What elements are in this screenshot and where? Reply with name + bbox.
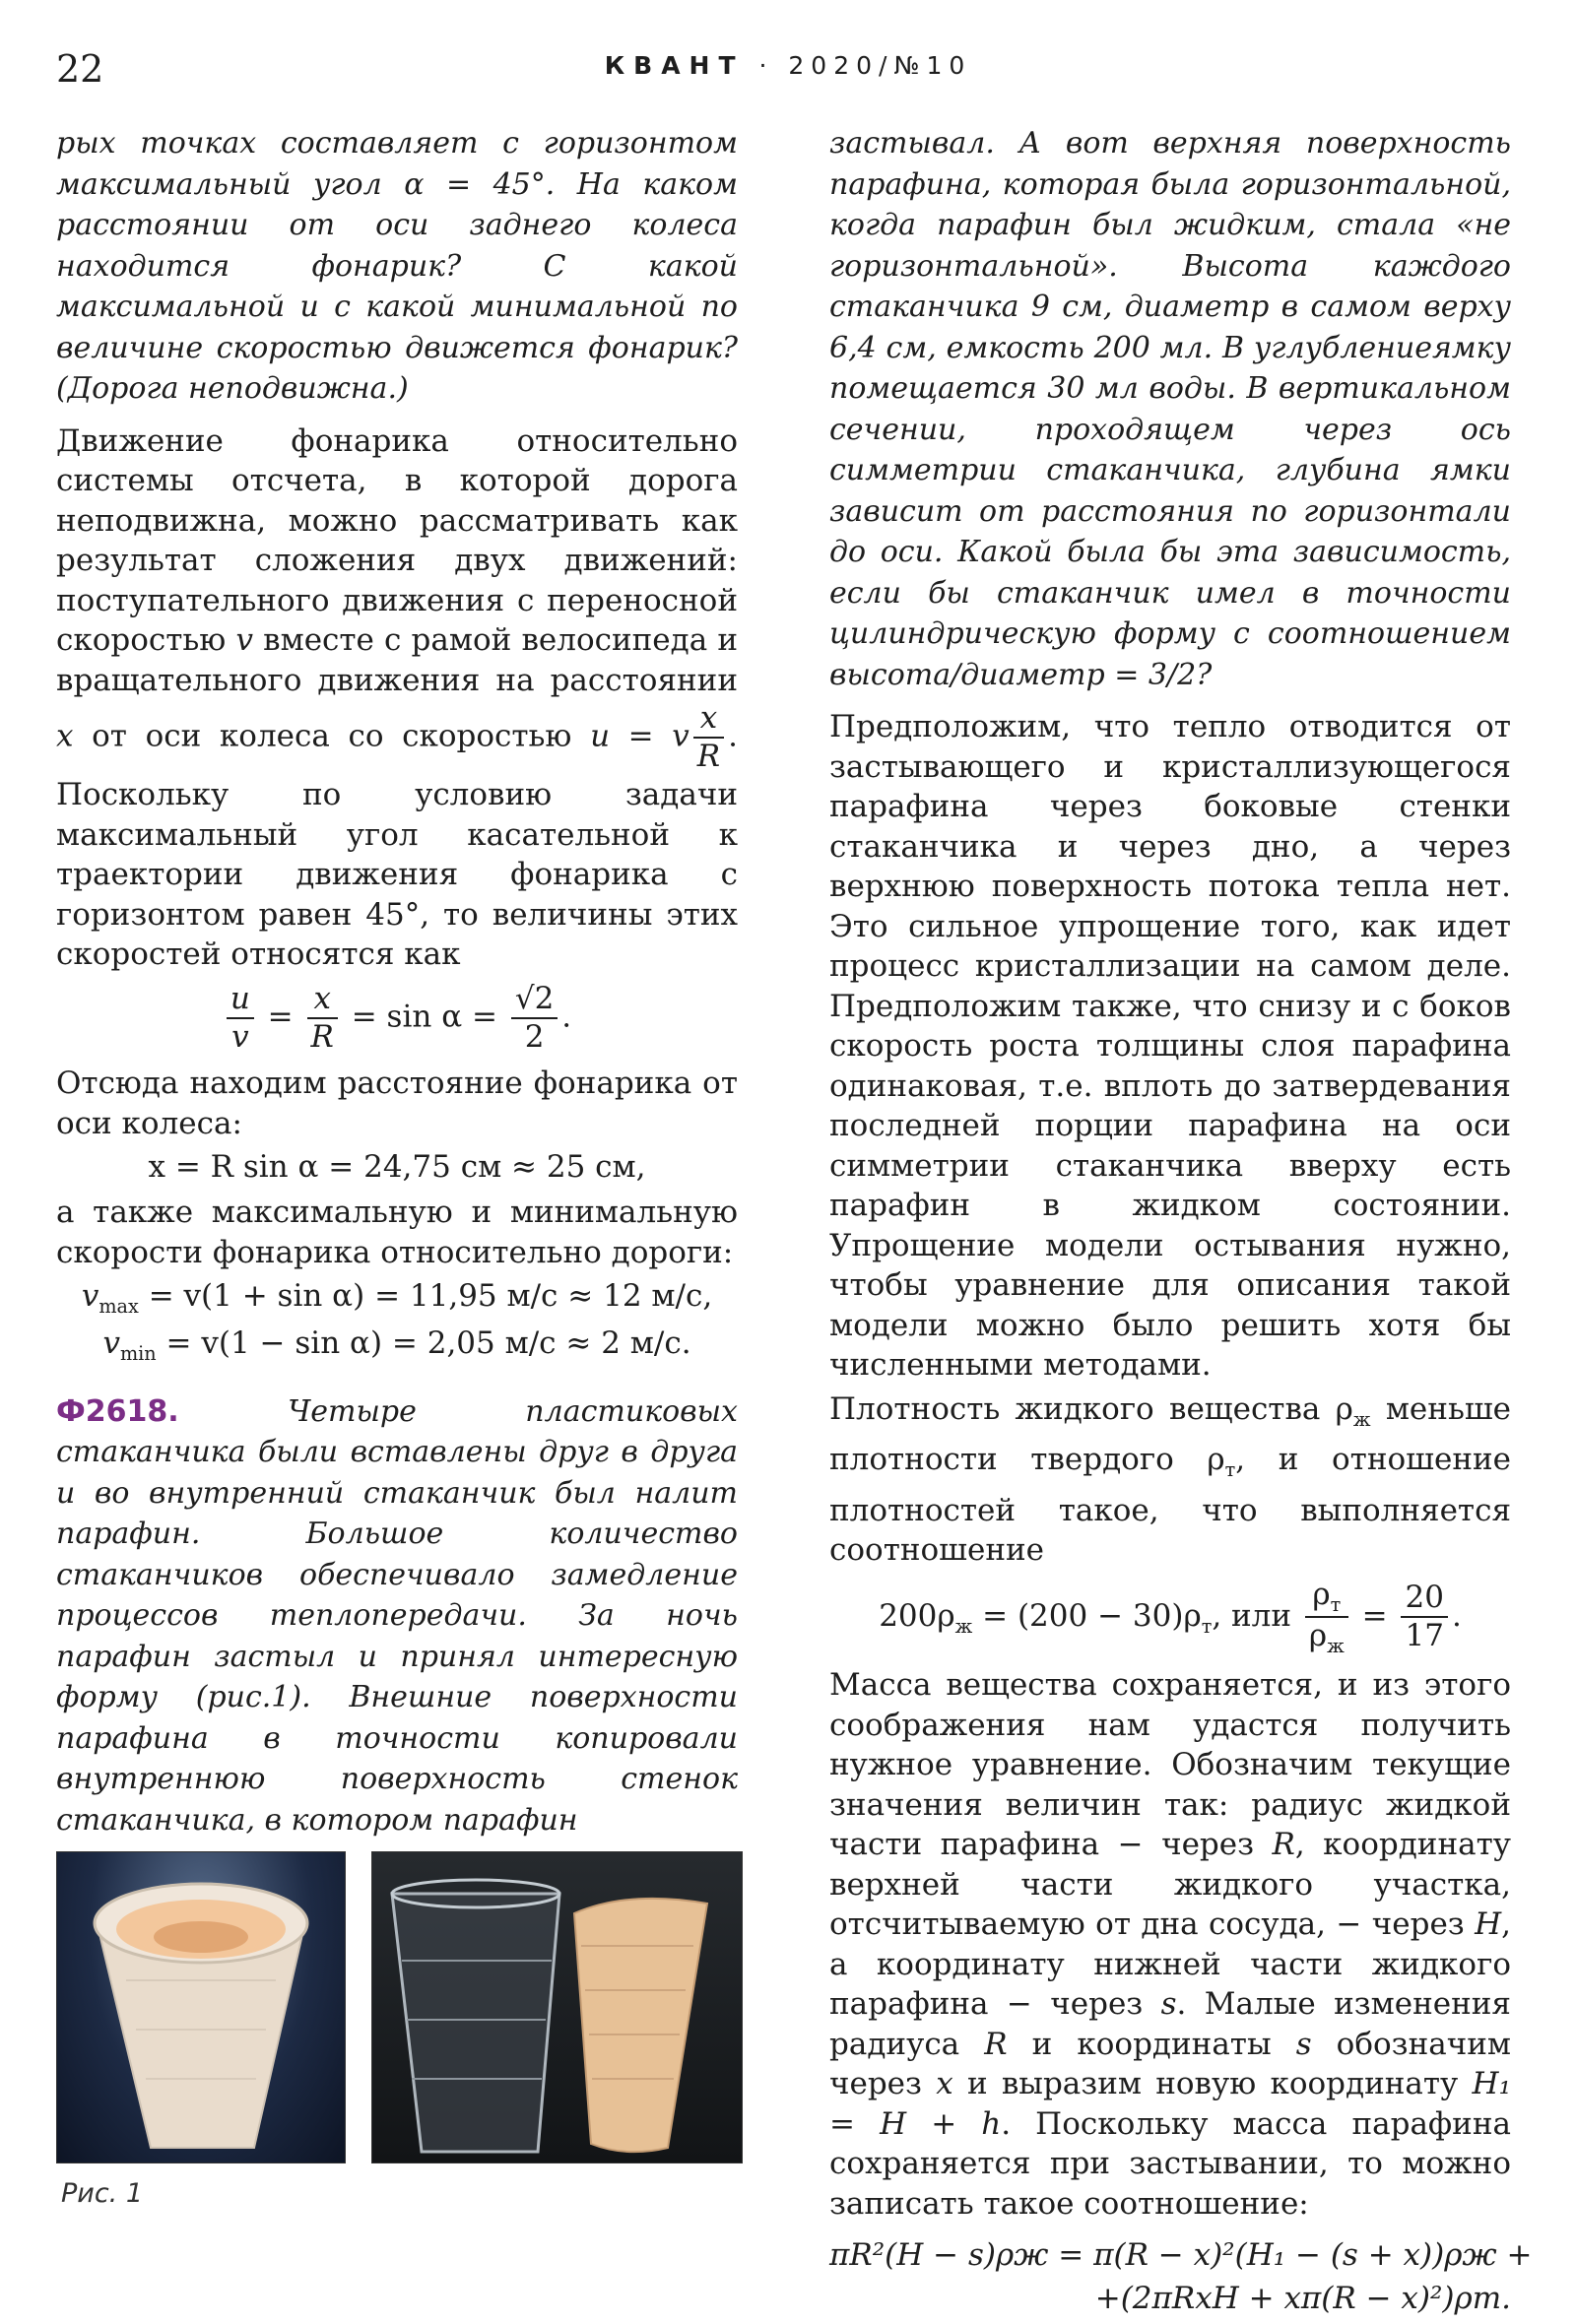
right-column [829,123,1533,2324]
task-continuation: рых точках составляет с горизонтом максимальный угол α = 45°. На каком расстоянии от оси заднего колеса находится фонарик? С какой максимальной и с какой минимальной по величине скоростью движется фонарик? (Дорога неподвижна.) [56,126,738,406]
problem-text: Четыре пластиковых стаканчика были вставлены друг в друга и во внутренний стаканчик был налит парафин. Большое количество стаканчиков обеспечивало замедление процессов теплопередачи. За ночь парафин застыл и принял интересную форму (рис.1). Внешние поверхности парафина в точности копировали внутреннюю поверхность стенок стаканчика, в котором парафин [56,1393,738,1838]
rho: ρ [1308,1618,1328,1654]
symbol-v: v [102,1325,120,1362]
problem-f2618 [56,1391,738,1841]
denominator: 2 [524,1019,545,1056]
running-header [0,51,1576,80]
figure-1 [56,1851,741,2162]
period: . [1451,1597,1462,1634]
text: меньше плотности твердого ρ [829,1390,1511,1478]
subscript-zh: ж [954,1614,973,1638]
numerator: u [227,981,254,1019]
formula-body: = v(1 + sin α) = 11,95 м/с ≈ 12 м/с, [138,1278,713,1315]
photo-cup-and-paraffin [371,1851,743,2163]
formula-mass-balance-line-2: +(2πRxH + xπ(R − x)²)ρт. [1094,2281,1511,2317]
text: и координаты [1031,2026,1272,2062]
solution-paragraph-5 [829,1389,1511,1571]
symbol-v: v [81,1278,99,1315]
issue-number: 2020/№10 [788,51,972,80]
symbol-r: R [1272,1827,1295,1863]
numerator: √2 [511,981,558,1019]
solution-paragraph-1 [56,421,738,975]
text: Движение фонарика относительно системы отсчета, в которой дорога неподвижна, можно рассматривать как результат сложения двух движений: поступательного движения с переносной скоростью [56,422,738,658]
fraction-rho-ratio [1305,1577,1348,1658]
numerator: 20 [1401,1580,1447,1618]
text: Плотность жидкого вещества ρ [829,1390,1353,1427]
subscript-t: т [1224,1458,1236,1482]
text: , а координату нижней части жидкого парафина − через [829,1906,1511,2023]
formula-part: = (200 − 30)ρ [972,1597,1202,1634]
header-separator: · [758,51,774,80]
solution-paragraph-2: Отсюда находим расстояние фонарика от оси колеса: [56,1065,738,1141]
subscript-zh: ж [1327,1635,1345,1658]
solution-paragraph-4: Предположим, что тепло отводится от застывающего и кристаллизующегося парафина через боковые стенки стаканчика и через дно, а через верхнюю поверхность потока тепла нет. Это сильное упрощение того, как идет процесс кристаллизации на самом деле. Предположим также, что снизу и с боков скорость роста толщины слоя парафина одинаковая, т.е. вплоть до затвердевания последней порции парафина на оси симметрии стаканчика вверху есть парафин в жидком состоянии. Упрощение модели остывания нужно, чтобы уравнение для описания такой модели можно было решить хотя бы численными методами. [829,709,1511,1383]
sine-term: = sin α = [351,999,497,1035]
text: и выразим новую координату [966,2066,1459,2102]
formula-vmin [56,1325,738,1365]
symbol-s: s [1295,2026,1312,2062]
text: . Малые изменения радиуса [829,1986,1511,2062]
problem-label: Ф2618. [56,1393,179,1429]
formula-body: = v(1 − sin α) = 2,05 м/с ≈ 2 м/с. [156,1325,691,1362]
subscript-t: т [1330,1593,1342,1617]
symbol-x: x [56,718,74,754]
text: Масса вещества сохраняется, и из этого соображения нам удастся получить нужное уравнение. Обозначим текущие значения величин так: радиус жидкой части парафина − через [829,1667,1511,1863]
fraction-u-over-v [227,981,254,1056]
formula-density-ratio: $200\rho_ж = (200 - 30)\rho_т$, или $\frac{\rho_т}{\rho_ж}$ = $\frac{20}{17}$ . [879,1576,1462,1658]
numerator: x [693,700,724,739]
rho: ρ [1312,1576,1331,1612]
formula-part: , или [1212,1597,1301,1634]
formula-part: 200ρ [879,1597,955,1634]
period: . [561,999,572,1035]
fraction-sqrt2-over-2 [511,981,558,1056]
cup-and-casting-illustration [372,1852,742,2163]
left-column [56,123,738,1852]
subscript-min: min [119,1342,157,1366]
magazine-title: КВАНТ [604,51,745,80]
denominator: R [310,1019,334,1056]
symbol-r: R [984,2026,1008,2062]
photo-paraffin-top-view [56,1851,346,2163]
text: . Поскольку масса парафина сохраняется при застывании, то можно записать такое соотношение: [829,2105,1511,2222]
denominator [1305,1618,1348,1657]
equals: = [267,999,294,1035]
symbol-s: s [1160,1986,1177,2023]
problem-continuation: застывал. А вот верхняя поверхность парафина, которая была горизонтальной, когда парафин был жидким, стала «не горизонтальной». Высота каждого стаканчика 9 см, диаметр в самом верху 6,4 см, емкость 200 мл. В углублениеямку помещается 30 мл воды. В вертикальном сечении, проходящем через ось симметрии стаканчика, глубина ямки зависит от расстояния по горизонтали до оси. Какой была бы эта зависимость, если бы стаканчик имел в точности цилиндрическую форму с соотношением высота/диаметр = 3/2? [829,126,1511,692]
text: , координату верхней части жидкого участка, отсчитываемую от дна сосуда, − через [829,1827,1511,1943]
subscript-max: max [98,1295,139,1319]
paraffin-cup-illustration [57,1852,345,2163]
text: от оси колеса со скоростью [92,718,572,754]
numerator [1305,1577,1348,1618]
text: вместе с рамой велосипеда и вращательного движения на расстоянии [56,622,739,698]
denominator: 17 [1405,1618,1444,1654]
equation-u: u = v [590,718,690,754]
equation-h1: H₁ = H + h [829,2066,1512,2142]
formula-distance: x = R sin α = 24,75 см ≈ 25 см, [148,1149,646,1186]
solution-paragraph-3: а также максимальную и минимальную скорости фонарика относительно дороги: [56,1194,738,1270]
text: , и отношение плотностей такое, что выполняется соотношение [829,1442,1511,1569]
solution-paragraph-6 [829,1665,1511,2224]
figure-caption: Рис. 1 [61,2178,144,2209]
subscript-zh: ж [1352,1407,1371,1431]
formula-velocity-ratio [56,981,738,1056]
formula-vmax [56,1278,738,1318]
symbol-h: H [1475,1906,1502,1943]
subscript-t: т [1201,1614,1213,1638]
text: обозначим через [829,2026,1511,2102]
symbol-x: x [936,2066,953,2102]
fraction-x-over-r [307,981,338,1056]
fraction-x-over-r [693,700,724,775]
fraction-20-over-17 [1401,1580,1447,1654]
symbol-v: v [235,622,253,658]
numerator: x [307,981,338,1019]
page-number: 22 [56,47,104,91]
denominator: v [231,1019,249,1056]
formula-mass-balance-line-1: πR²(H − s)ρж = π(R − x)²(H₁ − (s + x))ρж + [829,2237,1533,2274]
denominator: R [696,739,721,775]
text: . Поскольку по условию задачи максимальный угол касательной к траектории движения фонарика с горизонтом равен 45°, то величины этих скоростей относятся как [56,718,738,973]
